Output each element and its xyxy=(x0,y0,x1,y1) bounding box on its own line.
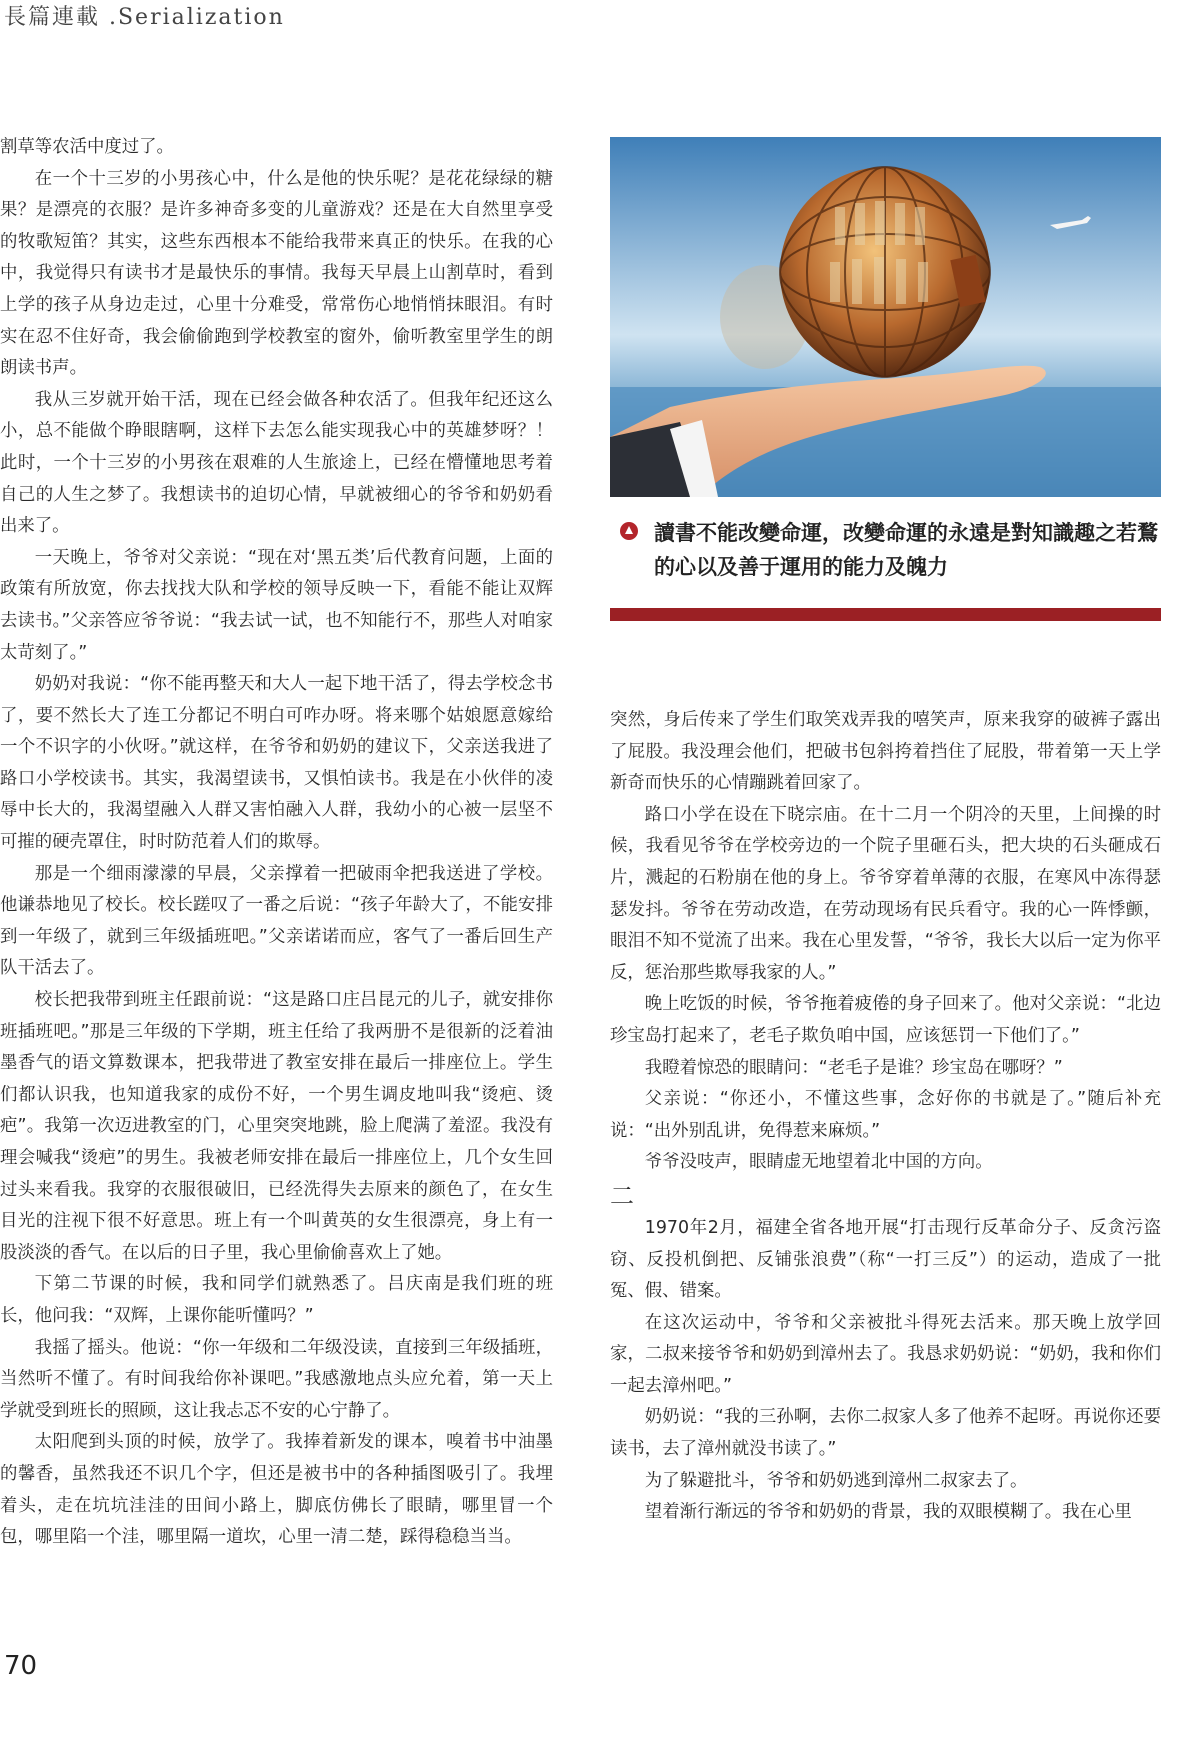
paragraph: 我从三岁就开始干活，现在已经会做各种农活了。但我年纪还这么小，总不能做个睁眼瞎啊，这样下去怎么能实现我心中的英雄梦呀？！此时，一个十三岁的小男孩在艰难的人生旅途上，已经在懵懂地思考着自己的人生之梦了。我想读书的迫切心情，早就被细心的爷爷和奶奶看出来了。 xyxy=(0,389,553,537)
section-title: 二 xyxy=(610,1181,634,1210)
paragraph: 父亲说：“你还小，不懂这些事，念好你的书就是了。”随后补充说：“出外别乱讲，免得惹来麻烦。” xyxy=(610,1089,1161,1141)
triangle-up-icon xyxy=(620,522,638,540)
illustration-image xyxy=(610,137,1161,497)
article-column-left xyxy=(0,132,553,1554)
paragraph: 在这次运动中，爷爷和父亲被批斗得死去活来。那天晚上放学回家，二叔来接爷爷和奶奶到漳州去了。我恳求奶奶说：“奶奶，我和你们一起去漳州吧。” xyxy=(610,1312,1161,1396)
article-column-right xyxy=(610,705,1161,1529)
section-header: 長篇連載 .Serialization xyxy=(4,5,285,30)
paragraph: 太阳爬到头顶的时候，放学了。我捧着新发的课本，嗅着书中油墨的馨香，虽然我还不识几个字，但还是被书中的各种插图吸引了。我埋着头，走在坑坑洼洼的田间小路上，脚底仿佛长了眼睛，哪里冒一个包，哪里陷一个洼，哪里隔一道坎，心里一清二楚，踩得稳稳当当。 xyxy=(0,1432,553,1548)
paragraph: 割草等农活中度过了。 xyxy=(0,137,174,157)
paragraph: 奶奶对我说：“你不能再整天和大人一起下地干活了，得去学校念书了，要不然长大了连工分都记不明白可咋办呀。将来哪个姑娘愿意嫁给一个不识字的小伙呀。”就这样，在爷爷和奶奶的建议下，父亲送我进了路口小学校读书。其实，我渴望读书，又惧怕读书。我是在小伙伴的凌辱中长大的，我渴望融入人群又害怕融入人群，我幼小的心被一层坚不可摧的硬壳罩住，时时防范着人们的欺辱。 xyxy=(0,674,553,853)
paragraph: 我瞪着惊恐的眼睛问：“老毛子是谁？珍宝岛在哪呀？” xyxy=(644,1057,1063,1078)
paragraph: 我摇了摇头。他说：“你一年级和二年级没读，直接到三年级插班，当然听不懂了。有时间我给你补课吧。”我感激地点头应允着，第一天上学就受到班长的照顾，这让我忐忑不安的心宁静了。 xyxy=(0,1337,553,1421)
paragraph: 突然，身后传来了学生们取笑戏弄我的嘻笑声，原来我穿的破裤子露出了屁股。我没理会他们，把破书包斜挎着挡住了屁股，带着第一天上学新奇而快乐的心情蹦跳着回家了。 xyxy=(610,710,1161,794)
paragraph: 望着渐行渐远的爷爷和奶奶的背景，我的双眼模糊了。我在心里 xyxy=(644,1502,1132,1523)
paragraph: 一天晚上，爷爷对父亲说：“现在对‘黑五类’后代教育问题，上面的政策有所放宽，你去找找大队和学校的领导反映一下，看能不能让双辉去读书。”父亲答应爷爷说：“我去试一试，也不知能行不，那些人对咱家太苛刻了。” xyxy=(0,547,553,663)
paragraph: 校长把我带到班主任跟前说：“这是路口庄吕昆元的儿子，就安排你班插班吧。”那是三年级的下学期，班主任给了我两册不是很新的泛着油墨香气的语文算数课本，把我带进了教室安排在最后一排座位上。学生们都认识我，也知道我家的成份不好，一个男生调皮地叫我“烫疤、烫疤”。我第一次迈进教室的门，心里突突地跳，脸上爬满了羞涩。我没有理会喊我“烫疤”的男生。我被老师安排在最后一排座位上，几个女生回过头来看我。我穿的衣服很破旧，已经洗得失去原来的颜色了，在女生目光的注视下很不好意思。班上有一个叫黄英的女生很漂亮，身上有一股淡淡的香气。在以后的日子里，我心里偷偷喜欢上了她。 xyxy=(0,990,553,1263)
paragraph: 下第二节课的时候，我和同学们就熟悉了。吕庆南是我们班的班长，他问我：“双辉，上课你能听懂吗？” xyxy=(0,1274,553,1326)
paragraph: 在一个十三岁的小男孩心中，什么是他的快乐呢？是花花绿绿的糖果？是漂亮的衣服？是许多神奇多变的儿童游戏？还是在大自然里享受的牧歌短笛？其实，这些东西根本不能给我带来真正的快乐。在我的心中，我觉得只有读书才是最快乐的事情。我每天早晨上山割草时，看到上学的孩子从身边走过，心里十分难受，常常伤心地悄悄抹眼泪。有时实在忍不住好奇，我会偷偷跑到学校教室的窗外，偷听教室里学生的朗朗读书声。 xyxy=(0,168,553,379)
paragraph: 1970年2月，福建全省各地开展“打击现行反革命分子、反贪污盗窃、反投机倒把、反铺张浪费”（称“一打三反”）的运动，造成了一批冤、假、错案。 xyxy=(610,1217,1161,1302)
image-caption xyxy=(610,516,1161,584)
paragraph: 路口小学在设在下晓宗庙。在十二月一个阴冷的天里，上间操的时候，我看见爷爷在学校旁边的一个院子里砸石头，把大块的石头砸成石片，溅起的石粉崩在他的身上。爷爷穿着单薄的衣服，在寒风中冻得瑟瑟发抖。爷爷在劳动改造，在劳动现场有民兵看守。我的心一阵悸颤，眼泪不知不觉流了出来。我在心里发誓，“爷爷，我长大以后一定为你平反，惩治那些欺辱我家的人。” xyxy=(610,804,1161,983)
paragraph: 那是一个细雨濛濛的早晨，父亲撑着一把破雨伞把我送进了学校。他谦恭地见了校长。校长蹉叹了一番之后说：“孩子年龄大了，不能安排到一年级了，就到三年级插班吧。”父亲诺诺而应，客气了一番后回生产队干活去了。 xyxy=(0,863,553,979)
globe-on-hand-illustration xyxy=(610,137,1161,497)
paragraph: 爷爷没吱声，眼睛虚无地望着北中国的方向。 xyxy=(644,1152,993,1173)
divider-bar xyxy=(610,608,1161,621)
caption-text: 讀書不能改變命運，改變命運的永遠是對知識趣之若鶩的心以及善于運用的能力及魄力 xyxy=(654,521,1158,579)
page-number: 70 xyxy=(4,1651,38,1681)
paragraph: 为了躲避批斗，爷爷和奶奶逃到漳州二叔家去了。 xyxy=(644,1470,1028,1491)
paragraph: 晚上吃饭的时候，爷爷拖着疲倦的身子回来了。他对父亲说：“北边珍宝岛打起来了，老毛子欺负咱中国，应该惩罚一下他们了。” xyxy=(610,994,1161,1046)
paragraph: 奶奶说：“我的三孙啊，去你二叔家人多了他养不起呀。再说你还要读书，去了漳州就没书读了。” xyxy=(610,1407,1161,1460)
